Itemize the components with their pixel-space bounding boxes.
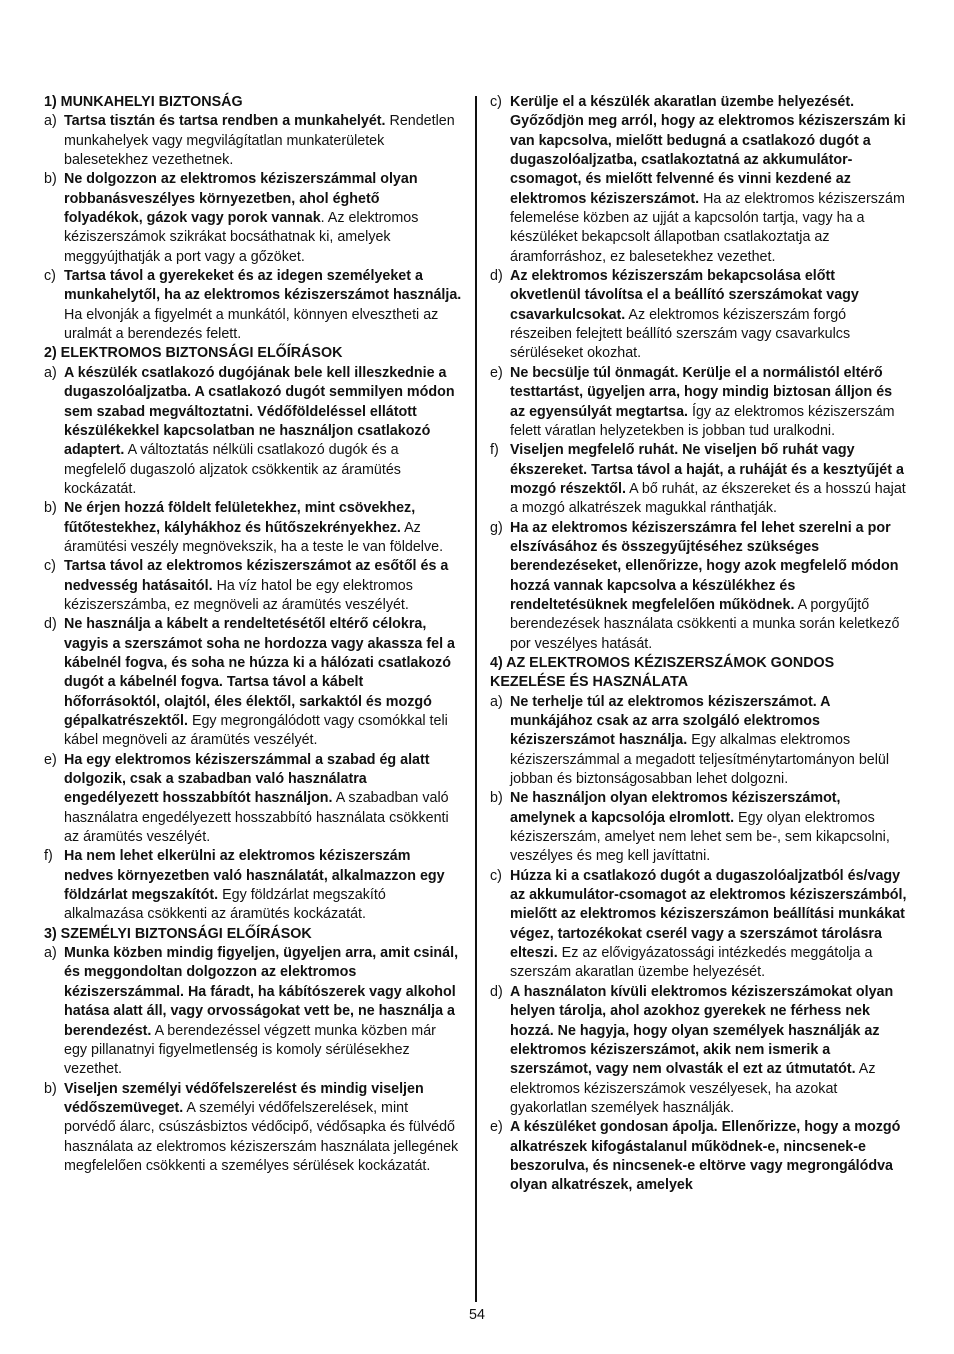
item-text: . Az elektromos kéziszerszámok szikrákat bocsáthatnak ki, amelyek meggyújthatják a port vagy a gőzöket. xyxy=(64,210,419,265)
list-item xyxy=(44,847,462,924)
item-text: A bő ruhát, az ékszereket és a hosszú hajat a mozgó alkatrészek magukkal ránthatják. xyxy=(510,480,906,517)
item-bold-text: Ne használjon olyan elektromos kéziszerszámot, amelynek a kapcsolója elromlott. xyxy=(510,790,841,826)
item-label: c) xyxy=(490,94,502,110)
item-bold-text: Ne dolgozzon az elektromos kéziszerszámmal olyan robbanásveszélyes környezetben, ahol éghető folyadékok, gázok vagy porok vannak xyxy=(64,171,418,227)
item-bold-text: Ne terhelje túl az elektromos kéziszerszámot. A munkájához csak az arra szolgáló elektromos kéziszerszámot használja. xyxy=(510,693,830,749)
item-text: Egy alkalmas elektromos kéziszerszámmal a megadott teljesítménytartományon belül jobban és biztonságosabban lehet dolgozni. xyxy=(510,732,890,788)
item-bold-text: Az elektromos kéziszerszám bekapcsolása előtt okvetlenül távolítsa el a beállító szerszámokat vagy csavarkulcsokat. xyxy=(510,268,859,323)
list-item xyxy=(490,519,908,654)
item-bold-text: Ha egy elektromos kéziszerszámmal a szabad ég alatt dolgozik, csak a szabadban való használatra engedélyezett hosszabbítót használjon. xyxy=(64,751,430,807)
list-item xyxy=(44,112,462,170)
section-heading: 1) MUNKAHELYI BIZTONSÁG xyxy=(44,94,243,110)
item-bold-text: Ha nem lehet elkerülni az elektromos kéziszerszám nedves környezetben való használatát, alkalmazzon egy földzárlat megszakítót. xyxy=(64,848,445,904)
item-label: a) xyxy=(490,693,503,710)
list-item xyxy=(490,267,908,364)
item-text: Ha az elektromos kéziszerszám felemelése közben az ujját a kapcsolón tartja, vagy ha a készüléket bekapcsolt állapotban csatlakoztatja az áramforráshoz, ez balesetekhez vezethet. xyxy=(510,190,905,265)
item-label: b) xyxy=(44,1080,57,1097)
item-label: f) xyxy=(490,442,499,459)
item-text: Az áramütési veszély megnövekszik, ha a teste le van földelve. xyxy=(64,519,444,555)
item-bold-text: Ha az elektromos kéziszerszámra fel lehet szerelni a por elszívásához és összegyűjtéséhez szükséges berendezéseket, ellenőrizze, hogy azok megfelelő módon hozzá vannak kapcsolva a készülékhez és rendeltetésüknek megfelelően működnek. xyxy=(510,519,899,613)
item-bold-text: Viseljen személyi védőfelszerelést és mindig viseljen védőszemüveget. xyxy=(64,1080,424,1116)
item-text: A változtatás nélküli csatlakozó dugók és a megfelelő dugaszoló aljzatok csökkentik az áramütés kockázatát. xyxy=(64,442,401,497)
item-label: d) xyxy=(490,268,503,285)
item-text: Rendetlen munkahelyek vagy megvilágítatlan munkaterületek balesetekhez vezethetnek. xyxy=(64,113,455,169)
item-bold-text: Húzza ki a csatlakozó dugót a dugaszolóaljzatból és/vagy az akkumulátor-csomagot az elektromos kéziszerszámból, mielőtt az elektromos kéziszerszámon beállítási munkákat végez, tartozékokat cserél vagy a szerszámot tárolásra elteszi. xyxy=(510,867,907,962)
item-text: Az elektromos kéziszerszám forgó részeiben felejtett beállító szerszám vagy csavarkulcs sérüléseket okozhat. xyxy=(510,306,851,362)
item-label: e) xyxy=(44,751,57,768)
item-text: Egy megrongálódott vagy csomókkal teli kábel megnöveli az áramütés veszélyét. xyxy=(64,713,448,749)
item-bold-text: A használaton kívüli elektromos kéziszerszámokat olyan helyen tárolja, ahol azokhoz gyerekek ne férhess nek hozzá. Ne hagyja, hogy olyan személyek használják az elektromos kéziszerszámot, akik nem ismerik a szerszámot, vagy nem olvasták el ezt az útmutatót. xyxy=(510,983,894,1078)
item-bold-text: Viseljen megfelelő ruhát. Ne viseljen bő ruhát vagy ékszereket. Tartsa távol a haját, a ruháját és a kesztyűjét a mozgó részektől. xyxy=(510,442,904,497)
list-item xyxy=(44,557,462,615)
item-label: e) xyxy=(490,1119,503,1136)
item-bold-text: Tartsa távol az elektromos kéziszerszámot az esőtől és a nedvesség hatásaitól. xyxy=(64,558,449,594)
item-label: a) xyxy=(44,364,57,381)
item-label: f) xyxy=(44,848,53,865)
column-divider xyxy=(475,96,477,1302)
section-heading: 4) AZ ELEKTROMOS KÉZISZERSZÁMOK GONDOS KEZELÉSE ÉS HASZNÁLATA xyxy=(490,654,835,691)
item-label: b) xyxy=(44,171,57,188)
list-item xyxy=(44,944,462,1079)
list-item xyxy=(490,1118,908,1195)
list-item xyxy=(490,693,908,790)
item-text: Egy földzárlat megszakító alkalmazása csökkenti az áramütés kockázatát. xyxy=(64,887,386,923)
left-column xyxy=(44,93,462,1176)
list-item xyxy=(490,93,908,267)
item-label: b) xyxy=(44,500,57,517)
list-item xyxy=(44,364,462,499)
item-text: Ha elvonják a figyelmét a munkától, könnyen elvesztheti az uralmát a berendezés felett. xyxy=(64,306,439,343)
list-item xyxy=(44,1080,462,1177)
list-item xyxy=(490,983,908,1118)
item-label: g) xyxy=(490,519,503,536)
item-bold-text: Ne becsülje túl önmagát. Kerülje el a normálistól eltérő testtartást, ügyeljen arra, hogy mindig biztosan álljon és az egyensúlyát megtartsa. xyxy=(510,364,893,420)
item-bold-text: Tartsa tisztán és tartsa rendben a munkahelyét. xyxy=(64,113,386,130)
item-label: a) xyxy=(44,945,57,962)
list-item xyxy=(490,364,908,441)
item-text: A porgyűjtő berendezések használata csökkenti a munka során keletkező por veszélyes hatását. xyxy=(510,596,900,652)
item-label: a) xyxy=(44,113,57,130)
item-bold-text: Kerülje el a készülék akaratlan üzembe helyezését. Győződjön meg arról, hogy az elektromos kéziszerszám ki van kapcsolva, mielőtt bedugná a csatlakozó dugót a dugaszolóaljzatba, csatlakoztatná az akkumulátor-csomagot, és mielőtt felvenné és vinni kezdené az elektromos kéziszerszámot. xyxy=(510,94,906,207)
item-text: Így az elektromos kéziszerszám felett váratlan helyzetekben is jobban tud uralkodni. xyxy=(510,403,895,439)
list-item xyxy=(44,499,462,557)
item-label: c) xyxy=(44,558,56,575)
item-label: d) xyxy=(44,616,57,633)
list-item xyxy=(44,267,462,344)
item-text: Ez az elővigyázatossági intézkedés meggátolja a szerszám akaratlan üzembe helyezését. xyxy=(510,945,873,981)
list-item xyxy=(490,441,908,518)
list-item xyxy=(490,789,908,866)
list-item xyxy=(44,751,462,848)
item-text: A berendezéssel végzett munka közben már egy pillanatnyi figyelmetlenség is komoly sérülésekhez vezethet. xyxy=(64,1022,436,1078)
item-text: A személyi védőfelszerelések, mint porvédő álarc, csúszásbiztos védőcipő, védősapka és fülvédő használata az elektromos kéziszerszám használata jellegének megfelelően csökkenti a személyes sérülések kockázatát. xyxy=(64,1099,459,1174)
list-item xyxy=(44,170,462,267)
item-text: Ha víz hatol be egy elektromos kéziszerszámba, ez megnöveli az áramütés veszélyét. xyxy=(64,577,413,613)
item-label: d) xyxy=(490,983,503,1000)
section-heading: 2) ELEKTROMOS BIZTONSÁGI ELŐÍRÁSOK xyxy=(44,345,343,362)
item-bold-text: A készülék csatlakozó dugójának bele kell illeszkednie a dugaszolóaljzatba. A csatlakozó dugót semmilyen módon sem szabad megváltoztatni. Védőföldeléssel ellátott készülékekkel kapcsolatban ne használjon csatlakozó adaptert. xyxy=(64,364,455,459)
item-text: Egy olyan elektromos kéziszerszám, amelyet nem lehet sem be-, sem kikapcsolni, veszélyes és meg kell javíttatni. xyxy=(510,809,890,865)
item-label: b) xyxy=(490,790,503,807)
item-label: e) xyxy=(490,364,503,381)
list-item xyxy=(490,867,908,983)
page-number: 54 xyxy=(469,1307,485,1323)
right-column xyxy=(490,93,908,1196)
item-bold-text: Munka közben mindig figyeljen, ügyeljen arra, amit csinál, és meggondoltan dolgozzon az elektromos kéziszerszámmal. Ha fáradt, ha kábítószerek vagy alkohol hatása alatt áll, vagy orvosságokat vett be, ne használja a berendezést. xyxy=(64,945,459,1039)
list-item xyxy=(44,615,462,750)
section-heading: 3) SZEMÉLYI BIZTONSÁGI ELŐÍRÁSOK xyxy=(44,925,312,942)
item-bold-text: Ne érjen hozzá földelt felületekhez, mint csövekhez, fűtőtestekhez, kályhákhoz és hűtőszekrényekhez. xyxy=(64,500,416,536)
item-label: c) xyxy=(44,268,56,285)
item-label: c) xyxy=(490,867,502,884)
item-text: A szabadban való használatra engedélyezett hosszabbító használata csökkenti az áramütés veszélyét. xyxy=(64,790,449,846)
item-bold-text: Tartsa távol a gyerekeket és az idegen személyeket a munkahelytől, ha az elektromos kéziszerszámot használja. xyxy=(64,268,462,304)
item-text: Az elektromos kéziszerszámok veszélyesek, ha azokat gyakorlatlan személyek használják. xyxy=(510,1061,876,1116)
item-bold-text: A készüléket gondosan ápolja. Ellenőrizze, hogy a mozgó alkatrészek kifogástalanul működnek-e, nincsenek-e beszorulva, és nincsenek-e eltörve vagy megrongálódva olyan alkatrészek, amelyek xyxy=(510,1119,901,1194)
item-bold-text: Ne használja a kábelt a rendeltetésétől eltérő célokra, vagyis a szerszámot soha ne hordozza vagy akassza fel a kábelnél fogva, és soha ne húzza ki a hálózati csatlakozó dugót a kábelnél fogva. Tartsa távol a kábelt hőforrásoktól, olajtól, éles élektől, sarkaktól és mozgó gépalkatrészektől. xyxy=(64,616,455,729)
